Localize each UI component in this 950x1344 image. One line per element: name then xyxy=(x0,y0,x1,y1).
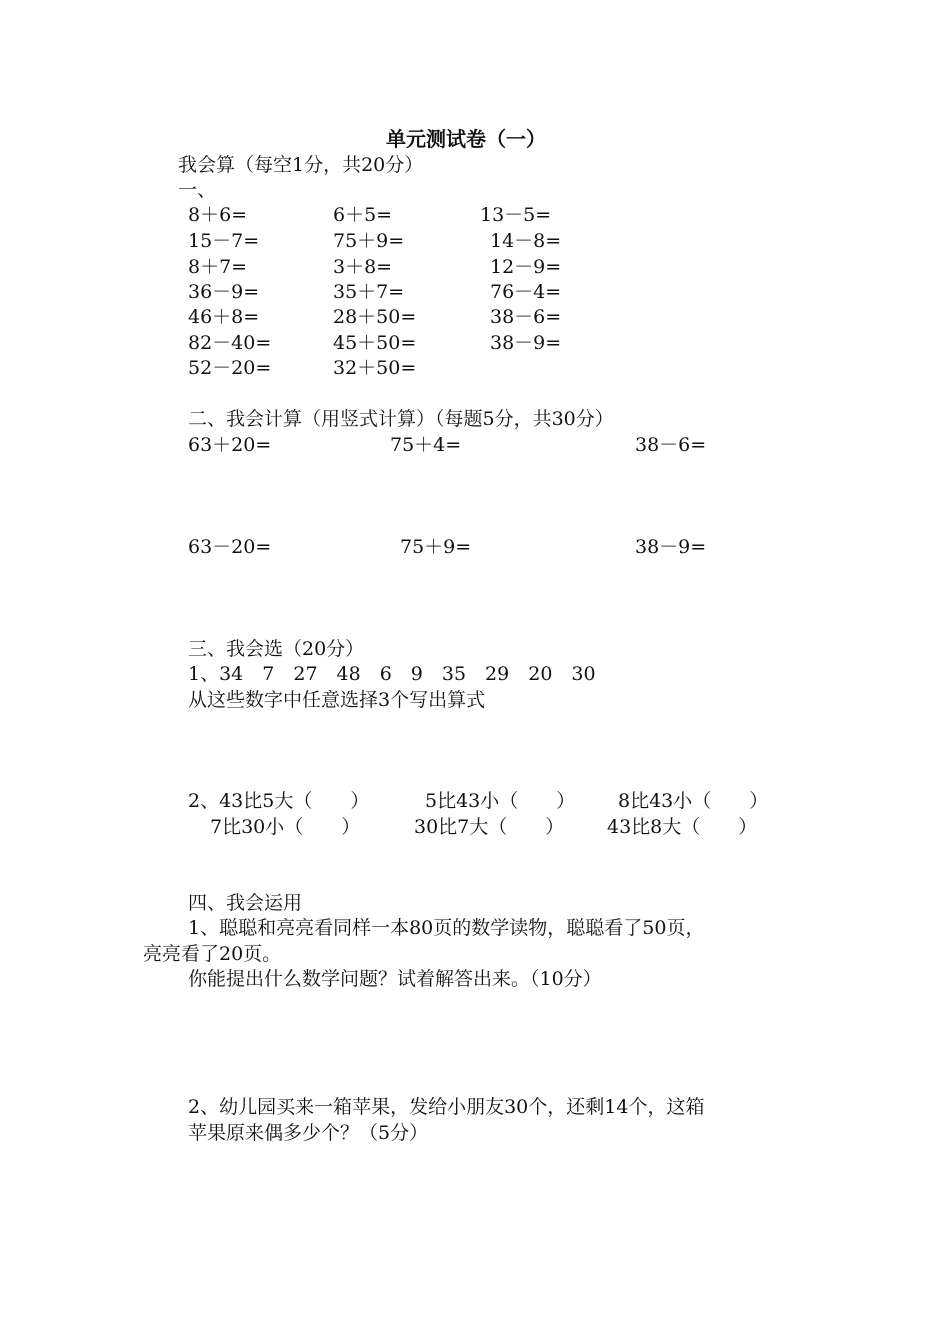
calc-4-3: 76－4= xyxy=(490,281,562,303)
calc-3-1: 8＋7= xyxy=(188,256,248,278)
vertical-calc-5: 75＋9= xyxy=(400,536,472,558)
vertical-calc-1: 63＋20= xyxy=(188,434,272,456)
calc-7-1: 52－20= xyxy=(188,357,272,379)
page-title: 单元测试卷（一） xyxy=(386,127,546,151)
calc-3-3: 12－9= xyxy=(490,256,562,278)
compare-5: 30比7大（ ） xyxy=(414,816,565,838)
problem-1-line-3: 你能提出什么数学问题？试着解答出来。（10分） xyxy=(188,968,602,990)
select-instruction: 从这些数字中任意选择3个写出算式 xyxy=(188,689,486,711)
compare-1: 2、43比5大（ ） xyxy=(188,790,370,812)
vertical-calc-2: 75＋4= xyxy=(390,434,462,456)
calc-4-2: 35＋7= xyxy=(333,281,405,303)
calc-5-2: 28＋50= xyxy=(333,306,417,328)
number-list: 1、34 7 27 48 6 9 35 29 20 30 xyxy=(188,663,596,685)
compare-6: 43比8大（ ） xyxy=(607,816,758,838)
problem-1-line-1: 1、聪聪和亮亮看同样一本80页的数学读物，聪聪看了50页， xyxy=(188,917,705,939)
calc-6-2: 45＋50= xyxy=(333,332,417,354)
vertical-calc-4: 63－20= xyxy=(188,536,272,558)
calc-4-1: 36－9= xyxy=(188,281,260,303)
vertical-calc-3: 38－6= xyxy=(635,434,707,456)
calc-6-1: 82－40= xyxy=(188,332,272,354)
problem-1-line-2: 亮亮看了20页。 xyxy=(143,943,282,965)
calc-3-2: 3＋8= xyxy=(333,256,393,278)
compare-3: 8比43小（ ） xyxy=(618,790,769,812)
calc-5-1: 46＋8= xyxy=(188,306,260,328)
calc-2-1: 15－7= xyxy=(188,230,260,252)
calc-5-3: 38－6= xyxy=(490,306,562,328)
compare-2: 5比43小（ ） xyxy=(425,790,576,812)
calc-1-3: 13－5= xyxy=(480,204,552,226)
section-3-heading: 三、我会选（20分） xyxy=(188,638,365,660)
problem-2-line-1: 2、幼儿园买来一箱苹果，发给小朋友30个，还剩14个，这箱 xyxy=(188,1096,705,1118)
section-4-heading: 四、我会运用 xyxy=(188,892,303,914)
section-1-heading: 我会算（每空1分，共20分） xyxy=(178,154,424,176)
section-1-number: 一、 xyxy=(178,179,217,201)
problem-2-line-2: 苹果原来偶多少个？（5分） xyxy=(188,1122,429,1144)
calc-7-2: 32＋50= xyxy=(333,357,417,379)
compare-4: 7比30小（ ） xyxy=(210,816,361,838)
calc-1-2: 6＋5= xyxy=(333,204,393,226)
calc-1-1: 8＋6= xyxy=(188,204,248,226)
calc-6-3: 38－9= xyxy=(490,332,562,354)
calc-2-3: 14－8= xyxy=(490,230,562,252)
vertical-calc-6: 38－9= xyxy=(635,536,707,558)
calc-2-2: 75＋9= xyxy=(333,230,405,252)
section-2-heading: 二、我会计算（用竖式计算）（每题5分，共30分） xyxy=(188,408,614,430)
